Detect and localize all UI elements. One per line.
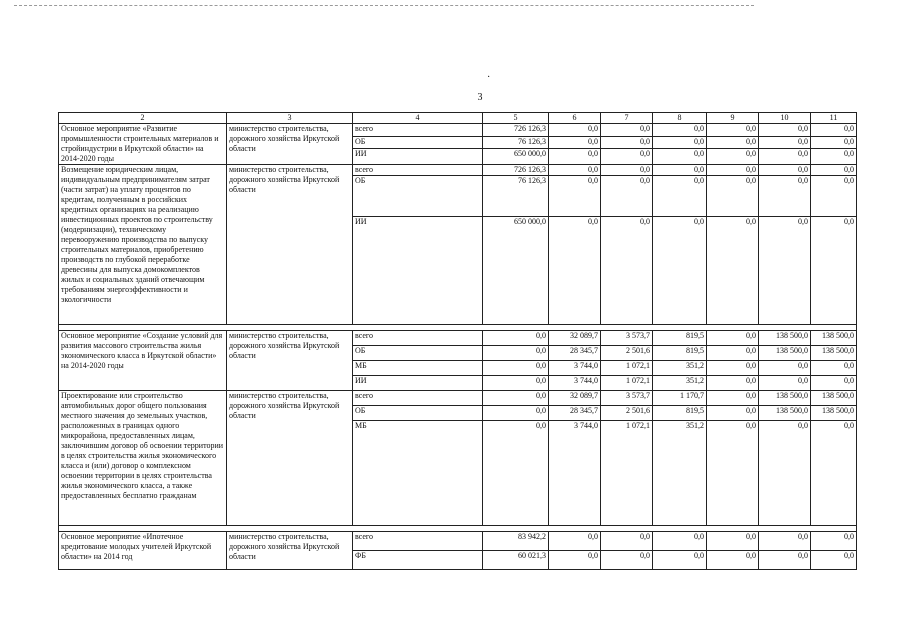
budget-table [58,112,857,570]
amount-cell: 0,0 [707,346,759,361]
amount-cell: 0,0 [759,165,811,176]
amount-cell: 1 072,1 [601,421,653,526]
funding-source: ФБ [353,551,483,570]
header-cell: 4 [353,113,483,124]
amount-cell: 1 170,7 [653,391,707,406]
amount-cell: 28 345,7 [549,406,601,421]
amount-cell: 650 000,0 [483,149,549,165]
amount-cell: 0,0 [653,176,707,217]
header-cell: 2 [59,113,227,124]
amount-cell: 0,0 [707,532,759,551]
amount-cell: 0,0 [811,176,857,217]
amount-cell: 0,0 [811,217,857,325]
amount-cell: 650 000,0 [483,217,549,325]
amount-cell: 76 126,3 [483,136,549,149]
funding-source: всего [353,532,483,551]
amount-cell: 0,0 [759,149,811,165]
amount-cell: 0,0 [707,176,759,217]
amount-cell: 0,0 [653,149,707,165]
amount-cell: 1 072,1 [601,361,653,376]
amount-cell: 3 744,0 [549,421,601,526]
header-row [59,113,857,124]
header-cell: 7 [601,113,653,124]
amount-cell: 138 500,0 [759,391,811,406]
amount-cell: 0,0 [601,551,653,570]
activity-name: Основное мероприятие «Создание условий для развития массового строительства жилья экономического класса в Иркутской области» на 2014-2020 годы [59,331,227,391]
amount-cell: 0,0 [549,136,601,149]
amount-cell: 819,5 [653,331,707,346]
amount-cell: 0,0 [759,551,811,570]
amount-cell: 0,0 [483,346,549,361]
table-row [59,124,857,137]
amount-cell: 0,0 [549,124,601,137]
executor: министерство строительства, дорожного хозяйства Иркутской области [227,331,353,391]
amount-cell: 0,0 [483,361,549,376]
table-row [59,165,857,176]
header-cell: 8 [653,113,707,124]
activity-name: Возмещение юридическим лицам, индивидуальным предпринимателям затрат (части затрат) на уплату процентов по кредитам, полученным в российских кредитных организациях на реализацию инвестиционных проектов по строительству (модернизации), техническому перевооружению производства по выпуску строительных материалов, приобретению производств по глубокой переработке древесины для выпуска домокомплектов жилых и социальных зданий отвечающим требованиям энергоэффективности и экологичности [59,165,227,325]
amount-cell: 0,0 [811,165,857,176]
amount-cell: 0,0 [601,217,653,325]
amount-cell: 0,0 [653,532,707,551]
funding-source: всего [353,391,483,406]
amount-cell: 0,0 [707,124,759,137]
funding-source: всего [353,165,483,176]
activity-name: Проектирование или строительство автомобильных дорог общего пользования местного значения до земельных участков, расположенных в границах одного микрорайона, предоставленных лицам, заключившим договор об освоении территории в целях строительства жилья экономического класса и (или) договор о комплексном освоении территории в целях строительства жилья экономического класса, а также предоставленных бесплатно гражданам [59,391,227,526]
amount-cell: 2 501,6 [601,346,653,361]
amount-cell: 0,0 [549,532,601,551]
activity-name: Основное мероприятие «Ипотечное кредитование молодых учителей Иркутской области» на 2014 год [59,532,227,570]
amount-cell: 138 500,0 [811,331,857,346]
amount-cell: 0,0 [707,421,759,526]
amount-cell: 0,0 [653,136,707,149]
executor: министерство строительства, дорожного хозяйства Иркутской области [227,124,353,165]
funding-source: ИИ [353,149,483,165]
amount-cell: 1 072,1 [601,376,653,391]
funding-source: ОБ [353,136,483,149]
amount-cell: 0,0 [759,532,811,551]
funding-source: ОБ [353,346,483,361]
amount-cell: 0,0 [811,376,857,391]
amount-cell: 0,0 [759,361,811,376]
funding-source: МБ [353,421,483,526]
amount-cell: 3 744,0 [549,361,601,376]
amount-cell: 0,0 [549,176,601,217]
header-cell: 11 [811,113,857,124]
amount-cell: 60 021,3 [483,551,549,570]
amount-cell: 0,0 [601,136,653,149]
table-row [59,391,857,406]
header-cell: 6 [549,113,601,124]
amount-cell: 351,2 [653,376,707,391]
amount-cell: 0,0 [707,391,759,406]
scan-top-edge-line [14,5,754,6]
amount-cell: 0,0 [707,217,759,325]
funding-source: ИИ [353,376,483,391]
activity-name: Основное мероприятие «Развитие промышленности строительных материалов и стройиндустрии в Иркутской области» на 2014-2020 годы [59,124,227,165]
amount-cell: 0,0 [483,331,549,346]
amount-cell: 76 126,3 [483,176,549,217]
amount-cell: 0,0 [811,124,857,137]
amount-cell: 28 345,7 [549,346,601,361]
amount-cell: 0,0 [707,406,759,421]
page-number: 3 [477,92,483,103]
executor: министерство строительства, дорожного хозяйства Иркутской области [227,165,353,325]
table-row [59,532,857,551]
amount-cell: 0,0 [707,376,759,391]
amount-cell: 0,0 [759,176,811,217]
executor: министерство строительства, дорожного хозяйства Иркутской области [227,532,353,570]
amount-cell: 0,0 [759,217,811,325]
amount-cell: 0,0 [483,391,549,406]
amount-cell: 819,5 [653,406,707,421]
amount-cell: 0,0 [707,361,759,376]
amount-cell: 0,0 [811,421,857,526]
amount-cell: 32 089,7 [549,331,601,346]
funding-source: ОБ [353,176,483,217]
amount-cell: 0,0 [811,532,857,551]
amount-cell: 0,0 [549,551,601,570]
amount-cell: 0,0 [707,149,759,165]
amount-cell: 0,0 [601,532,653,551]
amount-cell: 0,0 [549,165,601,176]
funding-source: ОБ [353,406,483,421]
amount-cell: 138 500,0 [811,406,857,421]
amount-cell: 138 500,0 [811,391,857,406]
funding-source: МБ [353,361,483,376]
amount-cell: 0,0 [549,217,601,325]
amount-cell: 351,2 [653,361,707,376]
header-cell: 9 [707,113,759,124]
funding-source: ИИ [353,217,483,325]
table-row [59,331,857,346]
amount-cell: 0,0 [707,136,759,149]
header-cell: 10 [759,113,811,124]
amount-cell: 0,0 [483,406,549,421]
amount-cell: 0,0 [601,165,653,176]
amount-cell: 0,0 [549,149,601,165]
amount-cell: 0,0 [653,124,707,137]
amount-cell: 32 089,7 [549,391,601,406]
amount-cell: 726 126,3 [483,165,549,176]
executor: министерство строительства, дорожного хозяйства Иркутской области [227,391,353,526]
amount-cell: 0,0 [759,136,811,149]
amount-cell: 0,0 [601,149,653,165]
amount-cell: 0,0 [707,551,759,570]
amount-cell: 0,0 [707,331,759,346]
amount-cell: 2 501,6 [601,406,653,421]
amount-cell: 0,0 [653,551,707,570]
amount-cell: 3 744,0 [549,376,601,391]
header-cell: 3 [227,113,353,124]
amount-cell: 0,0 [811,136,857,149]
amount-cell: 0,0 [653,217,707,325]
funding-source: всего [353,331,483,346]
amount-cell: 0,0 [811,149,857,165]
amount-cell: 0,0 [653,165,707,176]
amount-cell: 0,0 [707,165,759,176]
amount-cell: 0,0 [811,551,857,570]
amount-cell: 0,0 [811,361,857,376]
amount-cell: 0,0 [759,124,811,137]
amount-cell: 3 573,7 [601,391,653,406]
header-cell: 5 [483,113,549,124]
amount-cell: 138 500,0 [811,346,857,361]
amount-cell: 0,0 [483,376,549,391]
amount-cell: 138 500,0 [759,346,811,361]
amount-cell: 138 500,0 [759,406,811,421]
amount-cell: 3 573,7 [601,331,653,346]
funding-source: всего [353,124,483,137]
amount-cell: 0,0 [601,124,653,137]
amount-cell: 726 126,3 [483,124,549,137]
amount-cell: 0,0 [759,376,811,391]
amount-cell: 351,2 [653,421,707,526]
scan-dot-mark: · [487,72,491,83]
amount-cell: 819,5 [653,346,707,361]
amount-cell: 83 942,2 [483,532,549,551]
amount-cell: 0,0 [759,421,811,526]
amount-cell: 138 500,0 [759,331,811,346]
amount-cell: 0,0 [601,176,653,217]
amount-cell: 0,0 [483,421,549,526]
